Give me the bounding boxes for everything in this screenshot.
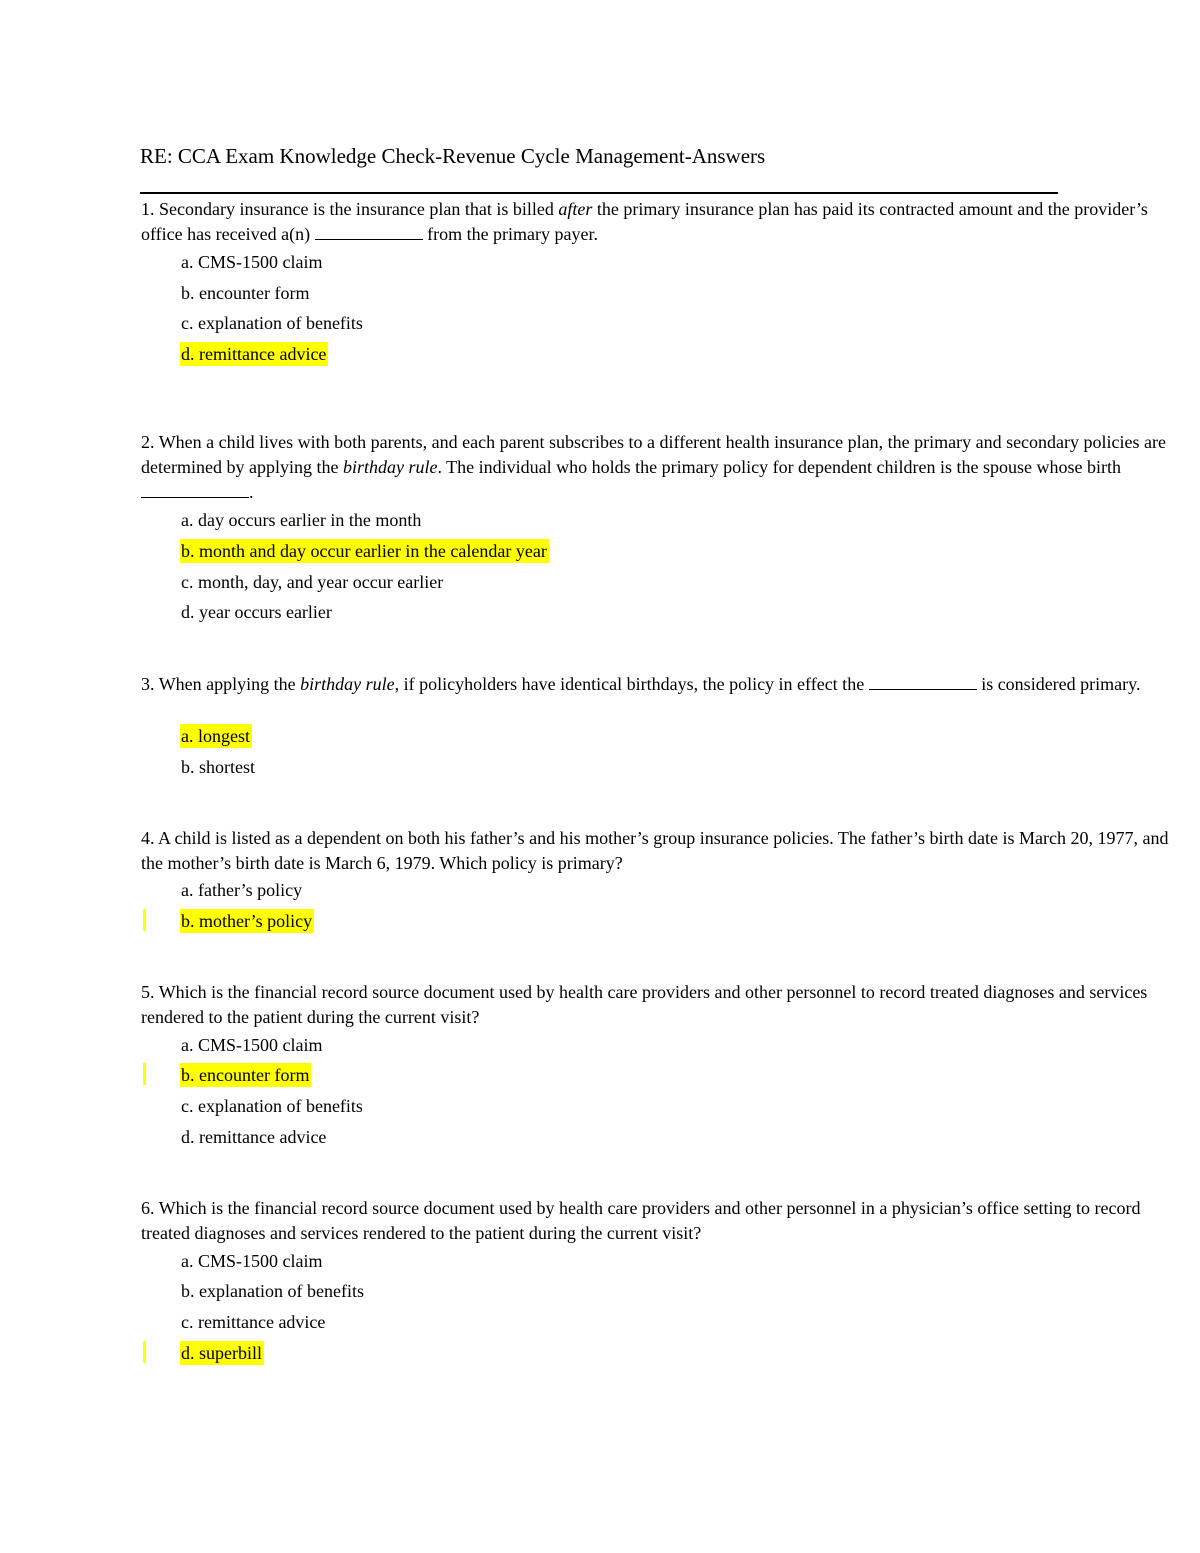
answer-option: a. CMS-1500 claim	[181, 1251, 323, 1271]
answer-blank	[141, 483, 249, 498]
question-stem: Which is the financial record source document used by health care providers and other personnel to record treated diagnoses and services rendered to the patient during the current visit?	[141, 982, 1148, 1027]
change-marker	[143, 1341, 146, 1363]
question-number: 2.	[141, 432, 155, 452]
answer-option: b. explanation of benefits	[181, 1281, 364, 1301]
answer-option: a. CMS-1500 claim	[181, 1035, 323, 1055]
page-title: RE: CCA Exam Knowledge Check-Revenue Cycle Management-Answers	[140, 144, 766, 168]
change-marker	[143, 909, 146, 931]
title-divider	[140, 192, 1058, 194]
answer-option: a. day occurs earlier in the month	[181, 510, 422, 530]
answer-option: a. father’s policy	[181, 880, 303, 900]
question-stem: the primary insurance plan has paid its contracted amount and the provider’s office has received a(n)	[141, 199, 1148, 244]
question-2	[141, 430, 1181, 505]
question-stem-italic: birthday rule	[342, 457, 438, 477]
question-number: 1.	[141, 199, 155, 219]
question-stem-italic: birthday rule	[300, 674, 395, 694]
answer-option: c. explanation of benefits	[181, 1096, 363, 1116]
answer-option: c. remittance advice	[181, 1312, 326, 1332]
correct-answer-option: b. mother’s policy	[181, 911, 313, 931]
question-stem: A child is listed as a dependent on both his father’s and his mother’s group insurance policies. The father’s birth date is March 20, 1977, and the mother’s birth date is March 6, 1979. Which policy is primary?	[141, 828, 1169, 873]
question-number: 5.	[141, 982, 155, 1002]
answer-blank	[315, 225, 423, 240]
question-stem: . The individual who holds the primary policy for dependent children is the spouse whose birth	[437, 457, 1121, 477]
answer-option: b. encounter form	[181, 283, 310, 303]
answer-option: b. shortest	[181, 757, 255, 777]
answer-option: d. remittance advice	[181, 1127, 327, 1147]
question-number: 6.	[141, 1198, 155, 1218]
question-number: 3.	[141, 674, 155, 694]
question-1	[141, 197, 1181, 247]
question-stem: from the primary payer.	[427, 224, 599, 244]
answer-blank	[869, 675, 977, 690]
question-stem: Which is the financial record source document used by health care providers and other personnel in a physician’s office setting to record treated diagnoses and services rendered to the patient during the current visit?	[141, 1198, 1141, 1243]
question-stem: is considered primary.	[981, 674, 1141, 694]
question-stem: When a child lives with both parents, and each parent subscribes to a different health insurance plan, the primary and secondary policies are determined by applying the	[141, 432, 1166, 477]
question-stem: Secondary insurance is the insurance plan that is billed	[159, 199, 554, 219]
change-marker	[143, 1063, 146, 1085]
question-4	[141, 826, 1181, 876]
answer-option: c. month, day, and year occur earlier	[181, 572, 444, 592]
question-stem-italic: after	[558, 199, 593, 219]
correct-answer-option: a. longest	[181, 726, 250, 746]
question-number: 4.	[141, 828, 155, 848]
correct-answer-option: d. remittance advice	[181, 344, 327, 364]
correct-answer-option: d. superbill	[181, 1343, 262, 1363]
correct-answer-option: b. month and day occur earlier in the calendar year	[181, 541, 547, 561]
question-6	[141, 1196, 1181, 1246]
answer-option: c. explanation of benefits	[181, 313, 363, 333]
question-stem: When applying the	[158, 674, 296, 694]
question-stem: , if policyholders have identical birthdays, the policy in effect the	[394, 674, 865, 694]
correct-answer-option: b. encounter form	[181, 1065, 310, 1085]
question-3	[141, 672, 1181, 697]
question-5	[141, 980, 1181, 1030]
answer-option: d. year occurs earlier	[181, 602, 332, 622]
answer-option: a. CMS-1500 claim	[181, 252, 323, 272]
question-stem: .	[249, 482, 254, 502]
